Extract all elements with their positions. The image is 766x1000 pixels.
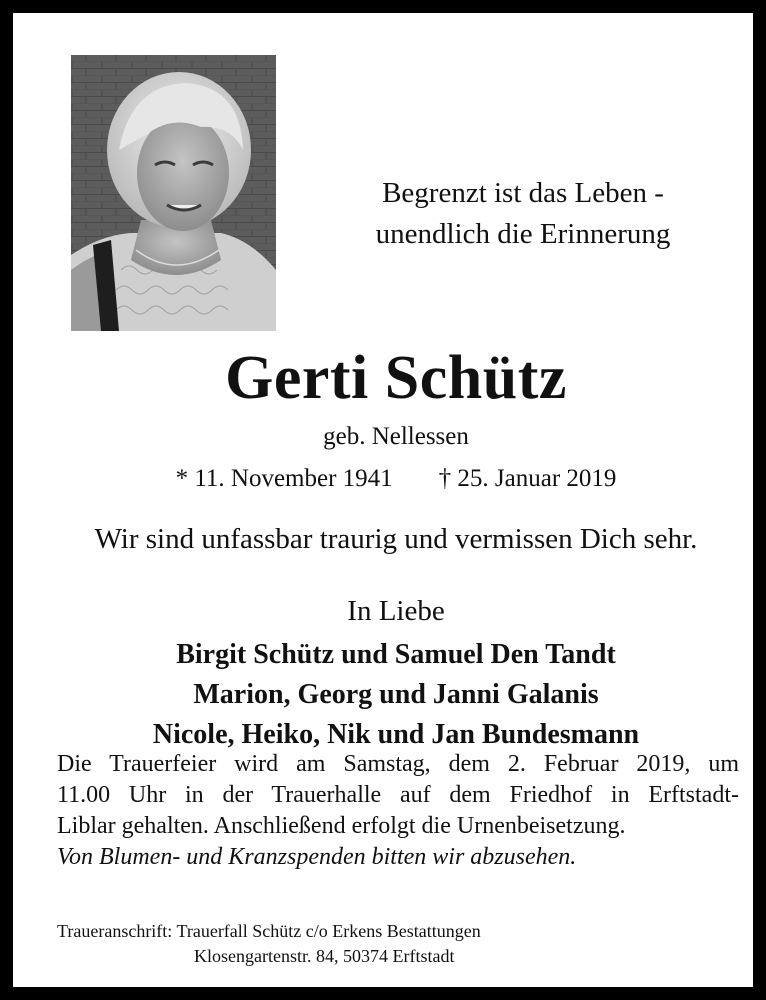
ceremony-line-3: Liblar gehalten. Anschließend erfolgt die Urnenbeisetzung.: [57, 813, 626, 839]
mourner-line: Birgit Schütz und Samuel Den Tandt: [176, 639, 616, 670]
ceremony-line-2: 11.00 Uhr in der Trauerhalle auf dem Friedhof in Erftstadt-: [57, 782, 739, 808]
portrait-photo-icon: [71, 55, 276, 331]
grief-statement: Wir sind unfassbar traurig und vermissen Dich sehr.: [94, 523, 698, 555]
quote-line-2: unendlich die Erinnerung: [375, 218, 671, 250]
deceased-name: Gerti Schütz: [225, 344, 567, 412]
mourner-line: Marion, Georg und Janni Galanis: [193, 679, 599, 710]
birth-date: * 11. November 1941: [175, 465, 393, 492]
address-line-2: Klosengartenstr. 84, 50374 Erftstadt: [194, 946, 455, 966]
ceremony-line-1: Die Trauerfeier wird am Samstag, dem 2. Februar 2019, um: [57, 751, 739, 777]
birth-name: geb. Nellessen: [323, 423, 469, 450]
quote-line-1: Begrenzt ist das Leben -: [382, 177, 664, 209]
portrait-photo: [71, 55, 276, 331]
address-line-1: Traueranschrift: Trauerfall Schütz c/o Erkens Bestattungen: [57, 921, 481, 941]
life-dates: [13, 462, 766, 496]
in-love-heading: In Liebe: [347, 595, 445, 627]
mourning-address: [57, 919, 717, 969]
mourner-line: Nicole, Heiko, Nik und Jan Bundesmann: [152, 719, 640, 750]
ceremony-info: [57, 749, 739, 873]
memorial-quote: [313, 173, 733, 255]
mourners-list: [13, 635, 766, 755]
death-date: † 25. Januar 2019: [438, 465, 617, 492]
flowers-note: Von Blumen- und Kranzspenden bitten wir abzusehen.: [57, 844, 577, 870]
